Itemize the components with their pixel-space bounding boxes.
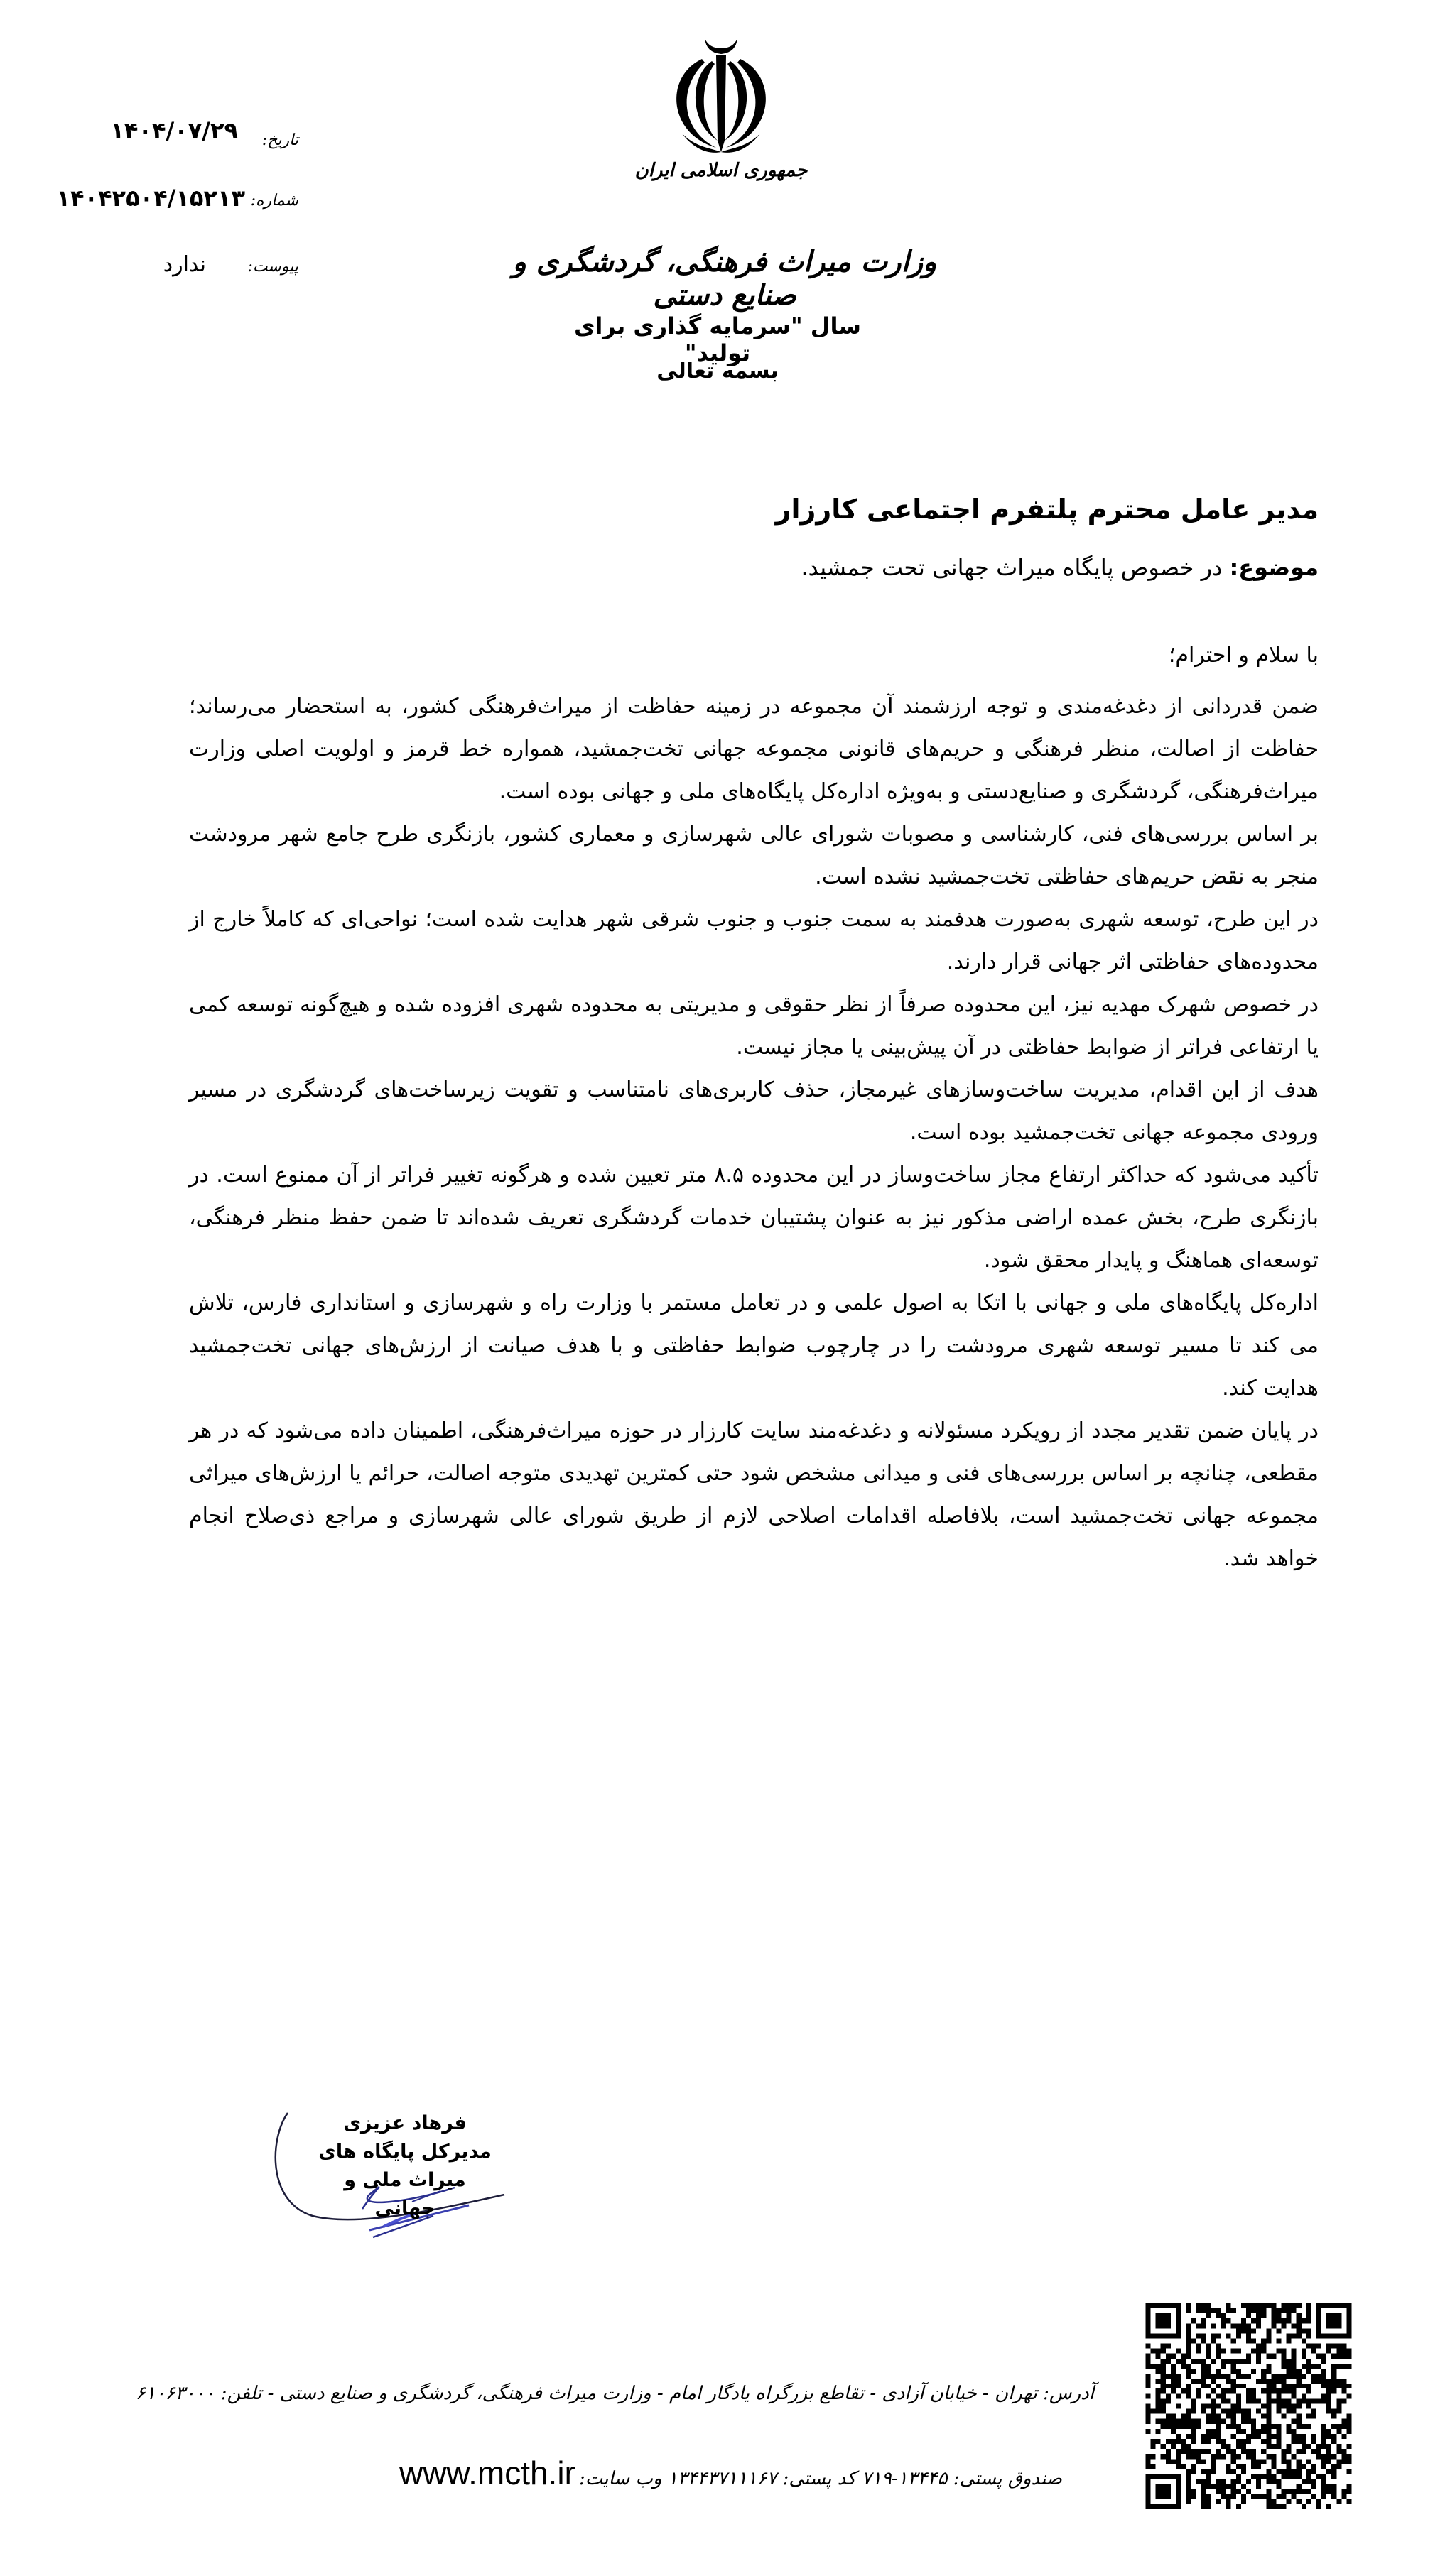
- date-value: ۱۴۰۴/۰۷/۲۹: [110, 117, 238, 144]
- footer-postal: [387, 2454, 1062, 2492]
- number-label: شماره:: [250, 192, 298, 210]
- attachment-label: پیوست:: [247, 258, 298, 276]
- subject-line: [801, 554, 1319, 581]
- number-value: ۱۴۰۴۲۵۰۴/۱۵۲۱۳: [56, 185, 245, 212]
- signature-block: [270, 2095, 526, 2251]
- republic-name: جمهوری اسلامی ایران: [634, 160, 808, 181]
- addressee: مدیر عامل محترم پلتفرم اجتماعی کارزار: [775, 494, 1319, 525]
- paragraph: در پایان ضمن تقدیر مجدد از رویکرد مسئولانه و دغدغه‌مند سایت کارزار در حوزه میراث‌فرهنگی، اطمینان داده می‌شود که در هر مقطعی، چنانچه بر اساس بررسی‌های فنی و میدانی مشخص شود حتی کمترین تهدیدی متوجه اصالت، حرائم یا ارزش‌های میراثی مجموعه جهانی تخت‌جمشید است، بلافاصله اقدامات اصلاحی لازم از طریق شورای عالی شهرسازی و مراجع ذی‌صلاح انجام خواهد شد.: [189, 1418, 1319, 1571]
- paragraph: بر اساس بررسی‌های فنی، کارشناسی و مصوبات شورای عالی شهرسازی و معماری کشور، بازنگری طرح جامع شهر مرودشت منجر به نقض حریم‌های حفاظتی تخت‌جمشید نشده است.: [189, 822, 1319, 889]
- paragraph: در این طرح، توسعه شهری به‌صورت هدفمند به سمت جنوب و جنوب شرقی شهر هدایت شده است؛ نواحی‌ای که کاملاً خارج از محدوده‌های حفاظتی اثر جهانی قرار دارند.: [189, 907, 1319, 974]
- signatory-title-1: مدیرکل پایگاه های: [318, 2141, 492, 2163]
- qr-finder: [1326, 2313, 1341, 2328]
- subject-label: موضوع:: [1229, 554, 1319, 581]
- qr-code-icon[interactable]: [1137, 2303, 1360, 2509]
- paragraph: ضمن قدردانی از دغدغه‌مندی و توجه ارزشمند آن مجموعه در زمینه حفاظت از میراث‌فرهنگی کشور، به استحضار می‌رساند؛ حفاظت از اصالت، منظر فرهنگی و حریم‌های قانونی مجموعه جهانی تخت‌جمشید، همواره خط قرمز و اولویت اصلی وزارت میراث‌فرهنگی، گردشگری و صنایع‌دستی و به‌ویژه اداره‌کل پایگاه‌های ملی و جهانی بوده است.: [189, 694, 1319, 804]
- attachment-value: ندارد: [163, 252, 206, 277]
- year-slogan: سال "سرمایه گذاری برای تولید": [574, 313, 861, 366]
- greeting: با سلام و احترام؛: [1168, 643, 1319, 668]
- paragraph: اداره‌کل پایگاه‌های ملی و جهانی با اتکا به اصول علمی و در تعامل مستمر با وزارت راه و شهرسازی و استانداری فارس، تلاش می کند تا مسیر توسعه شهری مرودشت را در چارچوب ضوابط حفاظتی و با هدف صیانت از ارزش‌های جهانی تخت‌جمشید هدایت کند.: [189, 1290, 1319, 1401]
- paragraph: در خصوص شهرک مهدیه نیز، این محدوده صرفاً از نظر حقوقی و مدیریتی به محدوده شهری افزوده شده و هیچ‌گونه توسعه کمی یا ارتفاعی فراتر از ضوابط حفاظتی در آن پیش‌بینی یا مجاز نیست.: [189, 992, 1319, 1060]
- letter-body: [189, 634, 1319, 1580]
- ministry-name: وزارت میراث فرهنگی، گردشگری و صنایع دستی: [512, 245, 937, 312]
- paragraph: هدف از این اقدام، مدیریت ساخت‌وسازهای غیرمجاز، حذف کاربری‌های نامتناسب و تقویت زیرساخت‌های گردشگری در مسیر ورودی مجموعه جهانی تخت‌جمشید بوده است.: [189, 1077, 1319, 1145]
- paragraph: تأکید می‌شود که حداکثر ارتفاع مجاز ساخت‌وساز در این محدوده ۸.۵ متر تعیین شده و هرگونه تغییر فراتر از آن ممنوع است. در بازنگری طرح، بخش عمده اراضی مذکور نیز به عنوان پشتیبان خدمات گردشگری تعریف شده‌اند تا ضمن حفظ منظر فرهنگی، توسعه‌ای هماهنگ و پایدار محقق شود.: [189, 1163, 1319, 1273]
- qr-finder: [1156, 2313, 1171, 2328]
- qr-finder: [1156, 2484, 1171, 2499]
- bismillah-heading: بسمه تعالی: [656, 359, 779, 384]
- postal-info: صندوق پستی: ۱۳۴۴۵-۷۱۹ کد پستی: ۱۳۴۴۳۷۱۱۱۶۷ وب سایت:: [578, 2468, 1062, 2489]
- iran-emblem-icon: [661, 34, 781, 158]
- date-label: تاریخ:: [261, 131, 298, 149]
- signatory-title-2: میراث ملی و جهانی: [344, 2169, 466, 2219]
- signatory-text: [313, 2109, 497, 2223]
- footer-address: آدرس: تهران - خیابان آزادی - تقاطع بزرگراه یادگار امام - وزارت میراث فرهنگی، گردشگری و صنایع دستی - تلفن: ۶۱۰۶۳۰۰۰: [135, 2383, 1094, 2404]
- subject-text: در خصوص پایگاه میراث جهانی تحت جمشید.: [801, 554, 1223, 581]
- signatory-name: فرهاد عزیزی: [343, 2112, 467, 2134]
- website-link[interactable]: www.mcth.ir: [399, 2455, 575, 2491]
